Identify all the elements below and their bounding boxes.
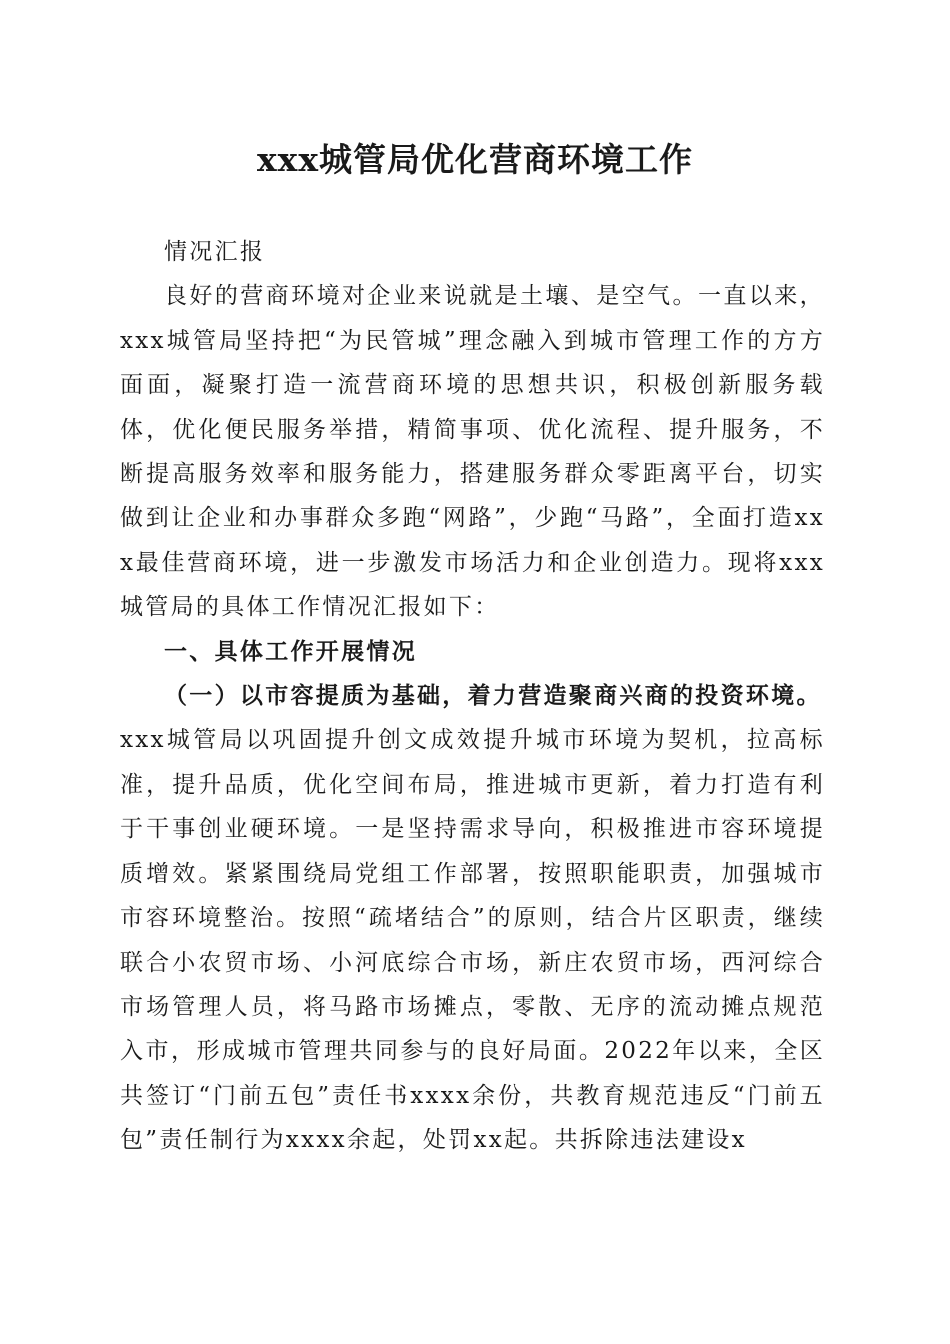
subsection-1-body: xxx城管局以巩固提升创文成效提升城市环境为契机，拉高标准，提升品质，优化空间布局，推进城市更新，着力打造有利于干事创业硬环境。一是坚持需求导向，积极推进市容环境提质增效。紧紧围绕局党组工作部署，按照职能职责，加强城市市容环境整治。按照“疏堵结合”的原则，结合片区职责，继续联合小农贸市场、小河底综合市场，新庄农贸市场，西河综合市场管理人员，将马路市场摊点，零散、无序的流动摊点规范入市，形成城市管理共同参与的良好局面。2022年以来，全区共签订“门前五包”责任书xxxx余份，共教育规范违反“门前五包”责任制行为xxxx余起，处罚xx起。共拆除违法建设x [120, 727, 825, 1154]
document-body [120, 230, 825, 1163]
section-heading-1: 一、具体工作开展情况 [164, 638, 417, 665]
intro-paragraph: 良好的营商环境对企业来说就是土壤、是空气。一直以来，xxx城管局坚持把“为民管城”理念融入到城市管理工作的方方面面，凝聚打造一流营商环境的思想共识，积极创新服务载体，优化便民服务举措，精简事项、优化流程、提升服务，不断提高服务效率和服务能力，搭建服务群众零距离平台，切实做到让企业和办事群众多跑“网路”，少跑“马路”，全面打造xxx最佳营商环境，进一步激发市场活力和企业创造力。现将xxx城管局的具体工作情况汇报如下： [120, 283, 825, 621]
subsection-heading-1: （一）以市容提质为基础，着力营造聚商兴商的投资环境。 [164, 682, 822, 710]
subtitle-line: 情况汇报 [164, 239, 266, 265]
document-title: xxx城管局优化营商环境工作 [256, 140, 694, 179]
